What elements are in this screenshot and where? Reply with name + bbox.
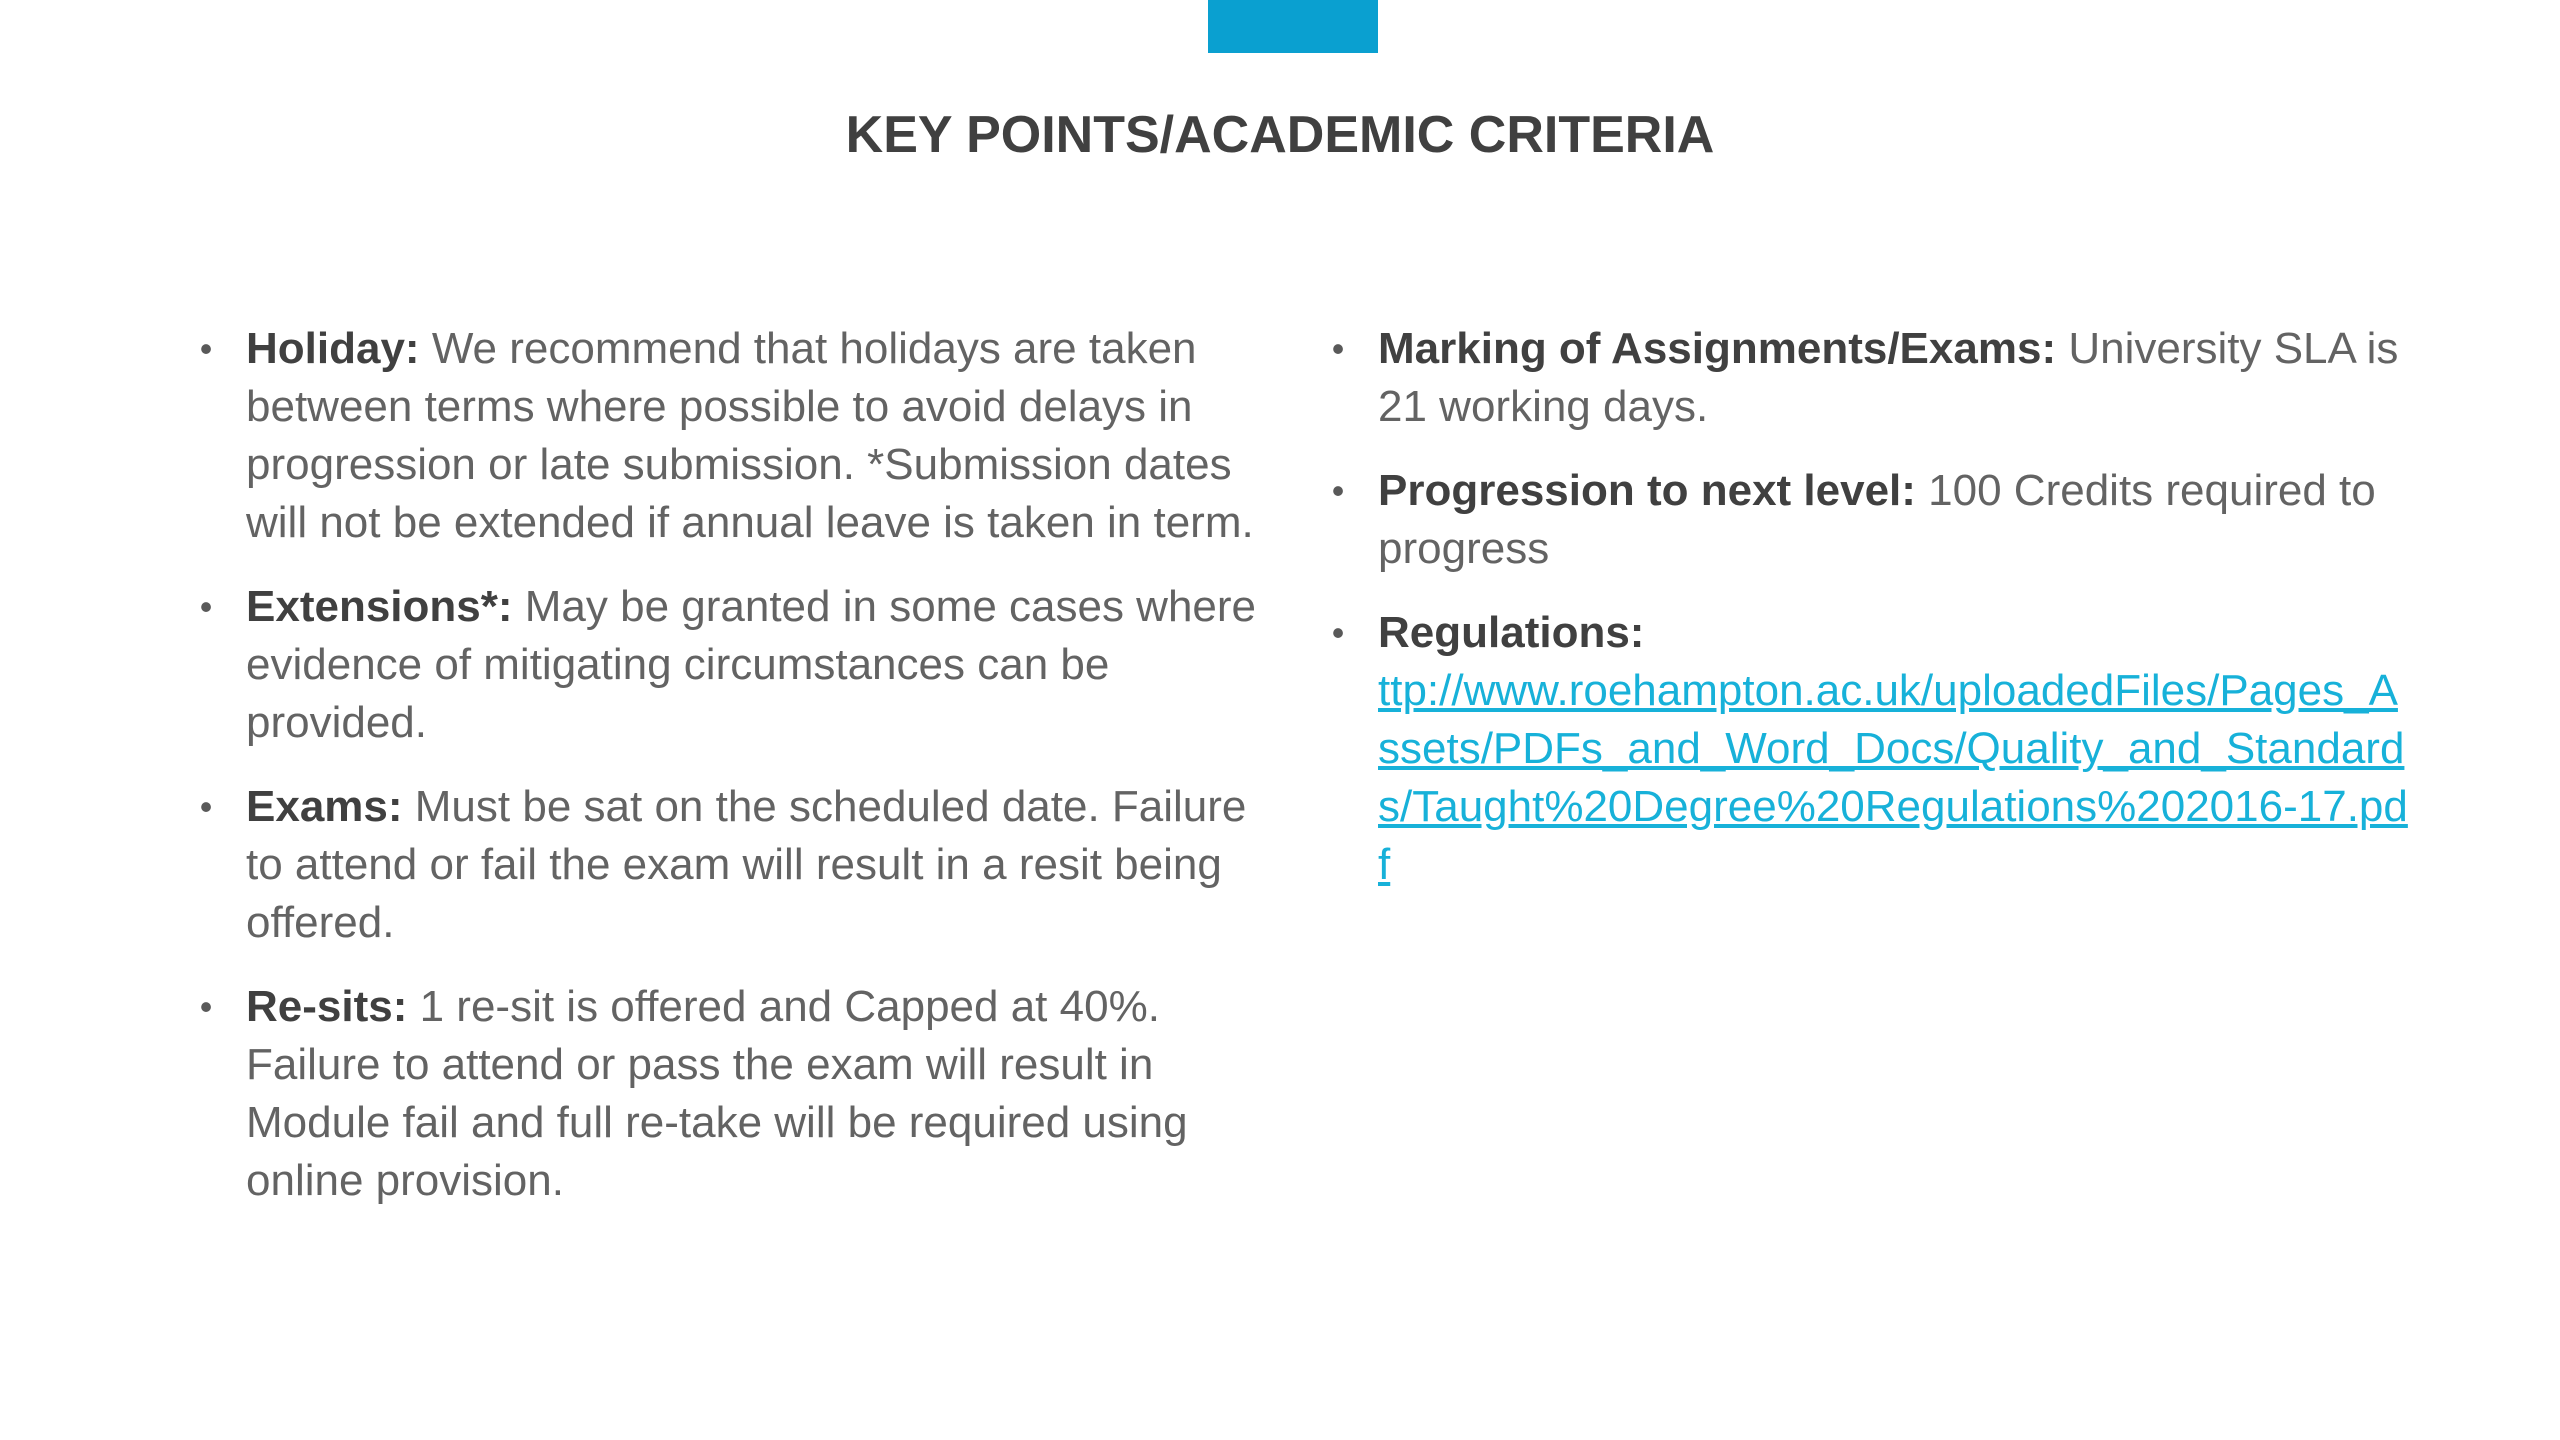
slide-title: KEY POINTS/ACADEMIC CRITERIA — [845, 106, 1715, 164]
bullet-label: Holiday: — [246, 324, 420, 373]
bullet-label: Regulations: — [1378, 608, 1645, 657]
bullet-dot-icon: • — [1331, 470, 1345, 511]
bullet-text: We recommend that holidays are taken between terms where possible to avoid delays in progression or late submission. *Submission dates will not be extended if annual leave is taken in term. — [246, 324, 1254, 547]
bullet-marking — [1328, 320, 2408, 436]
right-bullet-list — [1328, 320, 2408, 894]
bullet-label: Exams: — [246, 782, 403, 831]
bullet-text: University SLA is 21 working days. — [1378, 324, 2399, 431]
bullet-dot-icon: • — [199, 786, 213, 827]
bullet-text: May be granted in some cases where evidence of mitigating circumstances can be provided. — [246, 582, 1257, 747]
bullet-label: Extensions*: — [246, 582, 513, 631]
bullet-label: Re-sits: — [246, 982, 408, 1031]
bullet-regulations — [1328, 604, 2408, 894]
bullet-text: 1 re-sit is offered and Capped at 40%. Failure to attend or pass the exam will result in Module fail and full re-take will be required using online provision. — [246, 982, 1188, 1205]
bullet-exams — [196, 778, 1266, 952]
bullet-dot-icon: • — [1331, 612, 1345, 653]
regulations-link[interactable]: ttp://www.roehampton.ac.uk/uploadedFiles/Pages_Assets/PDFs_and_Word_Docs/Quality_and_Standards/Taught%20Degree%20Regulations%202016-17.pdf — [1378, 666, 2408, 889]
bullet-text: 100 Credits required to progress — [1378, 466, 2376, 573]
left-bullet-list — [196, 320, 1266, 1210]
bullet-extensions — [196, 578, 1266, 752]
bullet-dot-icon: • — [1331, 328, 1345, 369]
bullet-text: Must be sat on the scheduled date. Failure to attend or fail the exam will result in a resit being offered. — [246, 782, 1247, 947]
bullet-label: Progression to next level: — [1378, 466, 1916, 515]
right-column — [1328, 320, 2408, 920]
bullet-dot-icon: • — [199, 986, 213, 1027]
bullet-label: Marking of Assignments/Exams: — [1378, 324, 2057, 373]
accent-bar — [1208, 0, 1378, 53]
bullet-dot-icon: • — [199, 586, 213, 627]
bullet-resits — [196, 978, 1266, 1210]
left-column — [196, 320, 1266, 1236]
bullet-progression — [1328, 462, 2408, 578]
bullet-holiday — [196, 320, 1266, 552]
bullet-dot-icon: • — [199, 328, 213, 369]
